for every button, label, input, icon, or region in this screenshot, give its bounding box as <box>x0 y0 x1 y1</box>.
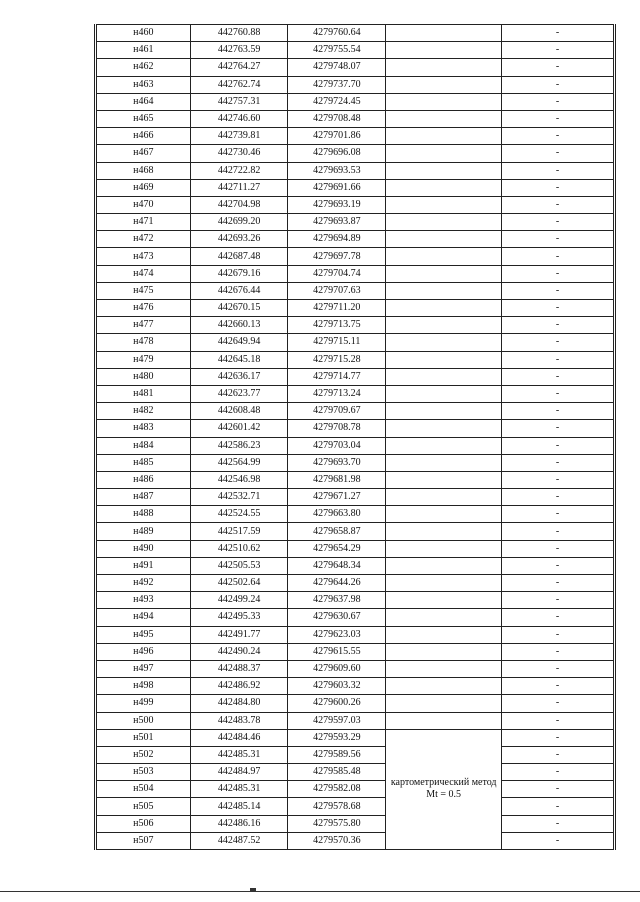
method-cell-empty <box>386 643 502 660</box>
y-coordinate-cell: 4279714.77 <box>288 368 386 385</box>
x-coordinate-cell: 442484.97 <box>190 764 288 781</box>
x-coordinate-cell: 442485.31 <box>190 781 288 798</box>
method-cell-empty <box>386 540 502 557</box>
point-id-cell: н501 <box>96 729 191 746</box>
x-coordinate-cell: 442483.78 <box>190 712 288 729</box>
point-id-cell: н467 <box>96 145 191 162</box>
table-row <box>96 128 615 145</box>
table-row <box>96 832 615 849</box>
y-coordinate-cell: 4279644.26 <box>288 575 386 592</box>
point-id-cell: н496 <box>96 643 191 660</box>
error-cell: - <box>502 403 615 420</box>
y-coordinate-cell: 4279715.11 <box>288 334 386 351</box>
x-coordinate-cell: 442623.77 <box>190 385 288 402</box>
x-coordinate-cell: 442722.82 <box>190 162 288 179</box>
x-coordinate-cell: 442510.62 <box>190 540 288 557</box>
table-row <box>96 454 615 471</box>
y-coordinate-cell: 4279711.20 <box>288 300 386 317</box>
method-cell-empty <box>386 471 502 488</box>
error-cell: - <box>502 523 615 540</box>
x-coordinate-cell: 442760.88 <box>190 25 288 42</box>
method-cell-empty <box>386 25 502 42</box>
error-cell: - <box>502 540 615 557</box>
table-row <box>96 660 615 677</box>
table-row <box>96 540 615 557</box>
error-cell: - <box>502 712 615 729</box>
y-coordinate-cell: 4279585.48 <box>288 764 386 781</box>
method-cell-empty <box>386 42 502 59</box>
error-cell: - <box>502 764 615 781</box>
method-cell-empty <box>386 214 502 231</box>
y-coordinate-cell: 4279575.80 <box>288 815 386 832</box>
table-row <box>96 300 615 317</box>
point-id-cell: н495 <box>96 626 191 643</box>
method-cell-empty <box>386 59 502 76</box>
error-cell: - <box>502 609 615 626</box>
point-id-cell: н462 <box>96 59 191 76</box>
coordinates-table <box>94 24 616 850</box>
table-row <box>96 162 615 179</box>
method-cell-empty <box>386 489 502 506</box>
table-row <box>96 471 615 488</box>
point-id-cell: н499 <box>96 695 191 712</box>
point-id-cell: н480 <box>96 368 191 385</box>
point-id-cell: н484 <box>96 437 191 454</box>
y-coordinate-cell: 4279694.89 <box>288 231 386 248</box>
x-coordinate-cell: 442704.98 <box>190 196 288 213</box>
method-cell-empty <box>386 231 502 248</box>
table-row <box>96 282 615 299</box>
x-coordinate-cell: 442660.13 <box>190 317 288 334</box>
point-id-cell: н504 <box>96 781 191 798</box>
y-coordinate-cell: 4279691.66 <box>288 179 386 196</box>
y-coordinate-cell: 4279703.04 <box>288 437 386 454</box>
point-id-cell: н483 <box>96 420 191 437</box>
table-row <box>96 437 615 454</box>
table-row <box>96 798 615 815</box>
error-cell: - <box>502 678 615 695</box>
point-id-cell: н492 <box>96 575 191 592</box>
page-bottom-rule <box>0 891 640 892</box>
error-cell: - <box>502 746 615 763</box>
x-coordinate-cell: 442670.15 <box>190 300 288 317</box>
table-row <box>96 110 615 127</box>
error-cell: - <box>502 59 615 76</box>
y-coordinate-cell: 4279603.32 <box>288 678 386 695</box>
table-row <box>96 145 615 162</box>
y-coordinate-cell: 4279707.63 <box>288 282 386 299</box>
method-cell-empty <box>386 506 502 523</box>
x-coordinate-cell: 442517.59 <box>190 523 288 540</box>
table-row <box>96 214 615 231</box>
point-id-cell: н470 <box>96 196 191 213</box>
method-cell-empty <box>386 196 502 213</box>
error-cell: - <box>502 798 615 815</box>
coordinates-sheet <box>94 24 616 850</box>
error-cell: - <box>502 282 615 299</box>
y-coordinate-cell: 4279748.07 <box>288 59 386 76</box>
x-coordinate-cell: 442487.52 <box>190 832 288 849</box>
x-coordinate-cell: 442757.31 <box>190 93 288 110</box>
y-coordinate-cell: 4279737.70 <box>288 76 386 93</box>
x-coordinate-cell: 442532.71 <box>190 489 288 506</box>
table-row <box>96 712 615 729</box>
point-id-cell: н503 <box>96 764 191 781</box>
error-cell: - <box>502 317 615 334</box>
error-cell: - <box>502 368 615 385</box>
error-cell: - <box>502 196 615 213</box>
method-cell-empty <box>386 76 502 93</box>
y-coordinate-cell: 4279578.68 <box>288 798 386 815</box>
error-cell: - <box>502 76 615 93</box>
method-cell-empty <box>386 179 502 196</box>
table-row <box>96 575 615 592</box>
method-cell-empty <box>386 351 502 368</box>
y-coordinate-cell: 4279715.28 <box>288 351 386 368</box>
table-row <box>96 248 615 265</box>
error-cell: - <box>502 781 615 798</box>
error-cell: - <box>502 110 615 127</box>
point-id-cell: н500 <box>96 712 191 729</box>
point-id-cell: н486 <box>96 471 191 488</box>
x-coordinate-cell: 442763.59 <box>190 42 288 59</box>
point-id-cell: н497 <box>96 660 191 677</box>
point-id-cell: н464 <box>96 93 191 110</box>
point-id-cell: н461 <box>96 42 191 59</box>
x-coordinate-cell: 442679.16 <box>190 265 288 282</box>
x-coordinate-cell: 442485.14 <box>190 798 288 815</box>
y-coordinate-cell: 4279713.24 <box>288 385 386 402</box>
table-row <box>96 25 615 42</box>
method-cell-empty <box>386 282 502 299</box>
table-row <box>96 196 615 213</box>
y-coordinate-cell: 4279697.78 <box>288 248 386 265</box>
error-cell: - <box>502 506 615 523</box>
point-id-cell: н474 <box>96 265 191 282</box>
x-coordinate-cell: 442730.46 <box>190 145 288 162</box>
table-row <box>96 93 615 110</box>
table-row <box>96 764 615 781</box>
method-cell-empty <box>386 145 502 162</box>
error-cell: - <box>502 695 615 712</box>
table-row <box>96 592 615 609</box>
error-cell: - <box>502 214 615 231</box>
y-coordinate-cell: 4279701.86 <box>288 128 386 145</box>
y-coordinate-cell: 4279708.78 <box>288 420 386 437</box>
method-cell-empty <box>386 420 502 437</box>
x-coordinate-cell: 442764.27 <box>190 59 288 76</box>
point-id-cell: н476 <box>96 300 191 317</box>
x-coordinate-cell: 442502.64 <box>190 575 288 592</box>
table-row <box>96 334 615 351</box>
page-bottom-mark <box>250 888 256 891</box>
table-row <box>96 643 615 660</box>
table-row <box>96 815 615 832</box>
point-id-cell: н506 <box>96 815 191 832</box>
point-id-cell: н473 <box>96 248 191 265</box>
coordinates-table-body <box>96 25 615 850</box>
error-cell: - <box>502 231 615 248</box>
table-row <box>96 317 615 334</box>
point-id-cell: н468 <box>96 162 191 179</box>
x-coordinate-cell: 442499.24 <box>190 592 288 609</box>
point-id-cell: н489 <box>96 523 191 540</box>
y-coordinate-cell: 4279693.53 <box>288 162 386 179</box>
error-cell: - <box>502 729 615 746</box>
error-cell: - <box>502 42 615 59</box>
y-coordinate-cell: 4279760.64 <box>288 25 386 42</box>
error-cell: - <box>502 471 615 488</box>
error-cell: - <box>502 626 615 643</box>
table-row <box>96 746 615 763</box>
x-coordinate-cell: 442505.53 <box>190 557 288 574</box>
y-coordinate-cell: 4279658.87 <box>288 523 386 540</box>
x-coordinate-cell: 442645.18 <box>190 351 288 368</box>
y-coordinate-cell: 4279755.54 <box>288 42 386 59</box>
table-row <box>96 695 615 712</box>
method-cell-empty <box>386 110 502 127</box>
method-cell-empty <box>386 712 502 729</box>
table-row <box>96 59 615 76</box>
error-cell: - <box>502 334 615 351</box>
error-cell: - <box>502 557 615 574</box>
method-cell-empty <box>386 575 502 592</box>
method-cell-empty <box>386 557 502 574</box>
error-cell: - <box>502 145 615 162</box>
point-id-cell: н505 <box>96 798 191 815</box>
x-coordinate-cell: 442484.46 <box>190 729 288 746</box>
method-cell-empty <box>386 592 502 609</box>
error-cell: - <box>502 575 615 592</box>
y-coordinate-cell: 4279681.98 <box>288 471 386 488</box>
table-row <box>96 729 615 746</box>
y-coordinate-cell: 4279704.74 <box>288 265 386 282</box>
method-cell-empty <box>386 523 502 540</box>
method-cell-empty <box>386 403 502 420</box>
method-cell-empty <box>386 317 502 334</box>
error-cell: - <box>502 489 615 506</box>
point-id-cell: н482 <box>96 403 191 420</box>
table-row <box>96 351 615 368</box>
error-cell: - <box>502 351 615 368</box>
y-coordinate-cell: 4279589.56 <box>288 746 386 763</box>
point-id-cell: н493 <box>96 592 191 609</box>
x-coordinate-cell: 442746.60 <box>190 110 288 127</box>
x-coordinate-cell: 442687.48 <box>190 248 288 265</box>
y-coordinate-cell: 4279693.87 <box>288 214 386 231</box>
x-coordinate-cell: 442739.81 <box>190 128 288 145</box>
x-coordinate-cell: 442546.98 <box>190 471 288 488</box>
point-id-cell: н502 <box>96 746 191 763</box>
method-cell-empty <box>386 695 502 712</box>
error-cell: - <box>502 643 615 660</box>
point-id-cell: н471 <box>96 214 191 231</box>
table-row <box>96 42 615 59</box>
y-coordinate-cell: 4279582.08 <box>288 781 386 798</box>
y-coordinate-cell: 4279693.19 <box>288 196 386 213</box>
point-id-cell: н472 <box>96 231 191 248</box>
point-id-cell: н507 <box>96 832 191 849</box>
y-coordinate-cell: 4279663.80 <box>288 506 386 523</box>
point-id-cell: н475 <box>96 282 191 299</box>
x-coordinate-cell: 442586.23 <box>190 437 288 454</box>
point-id-cell: н479 <box>96 351 191 368</box>
x-coordinate-cell: 442693.26 <box>190 231 288 248</box>
table-row <box>96 557 615 574</box>
x-coordinate-cell: 442485.31 <box>190 746 288 763</box>
x-coordinate-cell: 442484.80 <box>190 695 288 712</box>
table-row <box>96 420 615 437</box>
table-row <box>96 76 615 93</box>
x-coordinate-cell: 442486.92 <box>190 678 288 695</box>
method-cell-empty <box>386 454 502 471</box>
point-id-cell: н477 <box>96 317 191 334</box>
method-cell-empty <box>386 385 502 402</box>
x-coordinate-cell: 442649.94 <box>190 334 288 351</box>
y-coordinate-cell: 4279615.55 <box>288 643 386 660</box>
x-coordinate-cell: 442495.33 <box>190 609 288 626</box>
x-coordinate-cell: 442676.44 <box>190 282 288 299</box>
table-row <box>96 403 615 420</box>
point-id-cell: н487 <box>96 489 191 506</box>
y-coordinate-cell: 4279708.48 <box>288 110 386 127</box>
y-coordinate-cell: 4279609.60 <box>288 660 386 677</box>
point-id-cell: н491 <box>96 557 191 574</box>
y-coordinate-cell: 4279709.67 <box>288 403 386 420</box>
error-cell: - <box>502 265 615 282</box>
x-coordinate-cell: 442486.16 <box>190 815 288 832</box>
method-cell-empty <box>386 162 502 179</box>
method-cell-empty <box>386 265 502 282</box>
error-cell: - <box>502 162 615 179</box>
error-cell: - <box>502 300 615 317</box>
table-row <box>96 489 615 506</box>
x-coordinate-cell: 442490.24 <box>190 643 288 660</box>
table-row <box>96 626 615 643</box>
error-cell: - <box>502 128 615 145</box>
table-row <box>96 781 615 798</box>
y-coordinate-cell: 4279724.45 <box>288 93 386 110</box>
table-row <box>96 368 615 385</box>
method-cell-empty <box>386 626 502 643</box>
y-coordinate-cell: 4279600.26 <box>288 695 386 712</box>
x-coordinate-cell: 442564.99 <box>190 454 288 471</box>
method-cell-empty <box>386 660 502 677</box>
y-coordinate-cell: 4279693.70 <box>288 454 386 471</box>
x-coordinate-cell: 442601.42 <box>190 420 288 437</box>
error-cell: - <box>502 385 615 402</box>
point-id-cell: н460 <box>96 25 191 42</box>
table-row <box>96 265 615 282</box>
error-cell: - <box>502 592 615 609</box>
table-row <box>96 609 615 626</box>
point-id-cell: н481 <box>96 385 191 402</box>
method-cell-empty <box>386 334 502 351</box>
point-id-cell: н485 <box>96 454 191 471</box>
error-cell: - <box>502 815 615 832</box>
y-coordinate-cell: 4279637.98 <box>288 592 386 609</box>
point-id-cell: н469 <box>96 179 191 196</box>
method-cell-empty <box>386 437 502 454</box>
x-coordinate-cell: 442608.48 <box>190 403 288 420</box>
point-id-cell: н488 <box>96 506 191 523</box>
y-coordinate-cell: 4279593.29 <box>288 729 386 746</box>
x-coordinate-cell: 442524.55 <box>190 506 288 523</box>
x-coordinate-cell: 442711.27 <box>190 179 288 196</box>
y-coordinate-cell: 4279648.34 <box>288 557 386 574</box>
error-cell: - <box>502 420 615 437</box>
error-cell: - <box>502 93 615 110</box>
point-id-cell: н498 <box>96 678 191 695</box>
x-coordinate-cell: 442699.20 <box>190 214 288 231</box>
y-coordinate-cell: 4279597.03 <box>288 712 386 729</box>
method-cell-empty <box>386 368 502 385</box>
table-row <box>96 678 615 695</box>
table-row <box>96 179 615 196</box>
y-coordinate-cell: 4279623.03 <box>288 626 386 643</box>
method-cell-empty <box>386 128 502 145</box>
point-id-cell: н494 <box>96 609 191 626</box>
error-cell: - <box>502 832 615 849</box>
y-coordinate-cell: 4279570.36 <box>288 832 386 849</box>
point-id-cell: н490 <box>96 540 191 557</box>
method-cell-empty <box>386 678 502 695</box>
point-id-cell: н463 <box>96 76 191 93</box>
table-row <box>96 231 615 248</box>
y-coordinate-cell: 4279671.27 <box>288 489 386 506</box>
error-cell: - <box>502 454 615 471</box>
error-cell: - <box>502 248 615 265</box>
method-note-cell: картометрический метод Mt = 0.5 <box>386 729 502 849</box>
x-coordinate-cell: 442636.17 <box>190 368 288 385</box>
x-coordinate-cell: 442488.37 <box>190 660 288 677</box>
method-cell-empty <box>386 300 502 317</box>
error-cell: - <box>502 660 615 677</box>
table-row <box>96 523 615 540</box>
y-coordinate-cell: 4279696.08 <box>288 145 386 162</box>
point-id-cell: н465 <box>96 110 191 127</box>
error-cell: - <box>502 25 615 42</box>
method-cell-empty <box>386 93 502 110</box>
table-row <box>96 506 615 523</box>
y-coordinate-cell: 4279654.29 <box>288 540 386 557</box>
table-row <box>96 385 615 402</box>
method-cell-empty <box>386 248 502 265</box>
point-id-cell: н466 <box>96 128 191 145</box>
error-cell: - <box>502 437 615 454</box>
point-id-cell: н478 <box>96 334 191 351</box>
method-cell-empty <box>386 609 502 626</box>
y-coordinate-cell: 4279713.75 <box>288 317 386 334</box>
x-coordinate-cell: 442491.77 <box>190 626 288 643</box>
x-coordinate-cell: 442762.74 <box>190 76 288 93</box>
error-cell: - <box>502 179 615 196</box>
y-coordinate-cell: 4279630.67 <box>288 609 386 626</box>
